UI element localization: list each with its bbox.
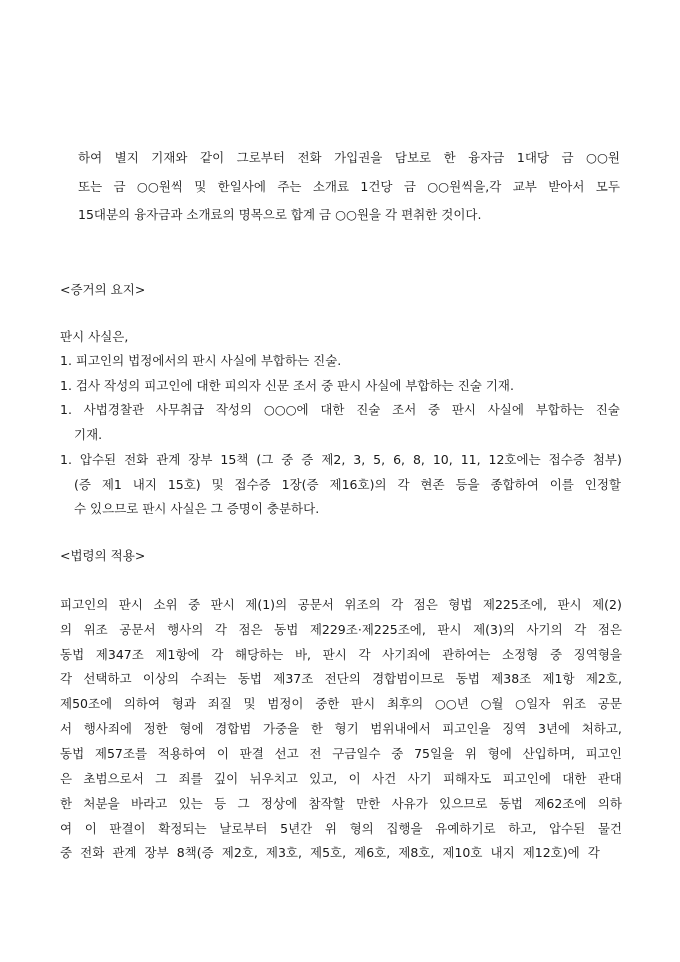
word: 판시 — [557, 597, 582, 612]
word: 금 — [403, 179, 416, 194]
word: 피고인을 — [442, 721, 491, 736]
law-line-8 — [60, 771, 622, 787]
word: 전단의 — [324, 671, 361, 686]
word: 그로부터 — [236, 150, 285, 165]
word: 제(2) — [592, 597, 622, 612]
word: 제38조 — [491, 671, 532, 686]
word: 제(1)의 — [245, 597, 288, 612]
word: 처하고, — [581, 721, 622, 736]
law-line-3 — [60, 647, 622, 663]
word: 정상에 — [260, 796, 298, 811]
word: 피고인 — [585, 746, 622, 761]
word: 제16호)의 — [329, 477, 387, 492]
word: 11, — [460, 452, 481, 467]
word: 판시 — [322, 647, 347, 662]
word: 그 — [237, 796, 250, 811]
word: 각 — [211, 647, 224, 662]
word: 내지 — [490, 845, 515, 860]
word: 이 — [84, 821, 97, 836]
word: 진술 — [595, 402, 620, 417]
word: 피고인에 — [502, 771, 551, 786]
word: 피해자도 — [442, 771, 492, 786]
word: 형법 — [448, 597, 473, 612]
word: 제50조에 — [60, 696, 113, 711]
word: ○○원 — [586, 150, 620, 165]
law-line-1 — [60, 597, 622, 613]
word: 소개료 — [312, 179, 350, 194]
word: 이 — [216, 746, 229, 761]
word: ○일자 — [515, 696, 551, 711]
word: 산입하며, — [522, 746, 575, 761]
word: 장부 — [144, 845, 169, 860]
word: 교부 — [512, 179, 537, 194]
word: 사법경찰관 — [83, 402, 145, 417]
word: 3년에 — [537, 721, 571, 736]
word: 소정형 — [502, 647, 539, 662]
word: 전화 — [80, 845, 105, 860]
word: 작성의 — [215, 402, 253, 417]
word: 사무취급 — [155, 402, 205, 417]
word: 제1항에 — [155, 647, 200, 662]
word: ○월 — [480, 696, 504, 711]
word: 피고인의 — [60, 597, 109, 612]
word: 판결이 — [109, 821, 146, 836]
word: 제5호, — [310, 845, 347, 860]
word: 죄질 — [207, 696, 232, 711]
word: 제8호, — [398, 845, 435, 860]
law-line-5 — [60, 696, 622, 712]
word: ○○원씩 — [136, 179, 183, 194]
word: 관대 — [597, 771, 622, 786]
word: 각 — [397, 477, 410, 492]
word: 범정이 — [267, 696, 304, 711]
word: 등을 — [455, 477, 480, 492]
word: 행사의 — [167, 622, 204, 637]
word: 8, — [412, 452, 425, 467]
word: 받아서 — [548, 179, 585, 194]
word: 징역 — [502, 721, 527, 736]
word: 적용하여 — [157, 746, 207, 761]
word: 그 — [155, 771, 168, 786]
word: 1건당 — [360, 179, 393, 194]
word: 의 — [60, 622, 73, 637]
word: 확정되는 — [158, 821, 207, 836]
law-line-2 — [60, 622, 622, 638]
word: 은 — [60, 771, 73, 786]
word: 장부 — [188, 452, 213, 467]
word: 형과 — [171, 696, 196, 711]
word: 한일사에 — [217, 179, 266, 194]
word: 점은 — [597, 622, 622, 637]
word: 제6호, — [354, 845, 391, 860]
word: 동법 — [455, 671, 480, 686]
word: 중 — [281, 452, 294, 467]
evidence-item-3-cont: 기재. — [74, 427, 103, 442]
word: 중한 — [315, 696, 340, 711]
word: 제62조에 — [534, 796, 587, 811]
word: 사건 — [372, 771, 397, 786]
word: 제2호, — [585, 671, 622, 686]
word: 깊이 — [214, 771, 239, 786]
word: 제2, — [321, 452, 346, 467]
word: 동법 — [237, 671, 263, 686]
word: 점은 — [413, 597, 438, 612]
word: 10, — [432, 452, 453, 467]
word: 금 — [113, 179, 126, 194]
word: 3, — [353, 452, 366, 467]
word: 선택하고 — [83, 671, 132, 686]
word: 같이 — [200, 150, 225, 165]
word: 형에 — [487, 746, 512, 761]
word: 위 — [464, 746, 477, 761]
word: 각 — [60, 671, 73, 686]
word: 집행을 — [386, 821, 423, 836]
word: 관계 — [112, 845, 137, 860]
word: 융자금 — [468, 150, 505, 165]
word: 의하 — [597, 796, 622, 811]
word: 한 — [443, 150, 456, 165]
word: 가중을 — [262, 721, 300, 736]
word: 제12호)에 — [522, 845, 580, 860]
word: 사유가 — [391, 796, 428, 811]
word: 동법 — [60, 746, 85, 761]
word: 한 — [310, 721, 323, 736]
word: 조서 — [392, 402, 417, 417]
word: 판시 — [451, 402, 476, 417]
intro-line-1 — [78, 150, 620, 166]
word: 및 — [194, 179, 207, 194]
law-line-10 — [60, 821, 622, 837]
word: 서 — [60, 721, 73, 736]
word: 판시 — [351, 696, 376, 711]
word: 판시 — [118, 597, 143, 612]
word: 담보로 — [394, 150, 432, 165]
word: 제225조에, — [482, 597, 547, 612]
evidence-item-4-cont-1 — [74, 477, 621, 493]
word: 경합범 — [215, 721, 252, 736]
word: 만한 — [356, 796, 381, 811]
word: 공문서 — [297, 597, 334, 612]
word: 중 — [188, 597, 201, 612]
word: 각 — [214, 622, 227, 637]
word: 등 — [214, 796, 227, 811]
word: 공문서 — [119, 622, 156, 637]
word: 제(3)의 — [473, 622, 515, 637]
evidence-item-3 — [60, 402, 620, 418]
law-line-4 — [60, 671, 622, 687]
word: 행사죄에 — [83, 721, 132, 736]
word: 8책(증 — [176, 845, 214, 860]
word: 부합하는 — [535, 402, 584, 417]
word: 사기 — [407, 771, 432, 786]
word: 뉘우치고 — [249, 771, 298, 786]
word: 관하여는 — [442, 647, 491, 662]
word: 압수된 — [548, 821, 586, 836]
word: 중 — [428, 402, 441, 417]
word: 소위 — [153, 597, 178, 612]
word: 및 — [243, 696, 256, 711]
word: 사기의 — [526, 622, 563, 637]
word: 형의 — [349, 821, 374, 836]
word: 제229조·제225조에, — [309, 622, 426, 637]
word: 징역형을 — [573, 647, 622, 662]
evidence-heading: <증거의 요지> — [60, 282, 146, 297]
word: 있으므로 — [439, 796, 488, 811]
word: (증 — [74, 477, 91, 492]
word: 의하여 — [123, 696, 161, 711]
word: 하여 — [78, 150, 103, 165]
word: 전화 — [297, 150, 322, 165]
word: 판시 — [437, 622, 462, 637]
word: 기재와 — [151, 150, 188, 165]
word: 각 — [574, 622, 587, 637]
word: 제347조 — [95, 647, 144, 662]
word: 이를 — [549, 477, 574, 492]
word: 수죄는 — [190, 671, 227, 686]
word: 위조의 — [344, 597, 381, 612]
word: 인정할 — [584, 477, 621, 492]
word: 주는 — [277, 179, 302, 194]
word: 위조 — [83, 622, 108, 637]
word: 각 — [391, 597, 404, 612]
word: 위 — [324, 821, 337, 836]
word: 제10호 — [442, 845, 483, 860]
evidence-item-4-cont-2: 수 있으므로 판시 사실은 그 증명이 충분하다. — [74, 501, 320, 516]
word: 대한 — [562, 771, 587, 786]
word: 참작할 — [308, 796, 345, 811]
word: 종합하여 — [490, 477, 539, 492]
word: 1대당 — [516, 150, 549, 165]
word: 각 — [587, 845, 600, 860]
intro-line-3: 15대분의 융자금과 소개료의 명목으로 합계 금 ○○원을 각 편취한 것이다. — [78, 207, 482, 222]
word: 가입권을 — [334, 150, 383, 165]
word: 공문 — [597, 696, 622, 711]
word: 유예하기로 — [435, 821, 496, 836]
word: 현존 — [420, 477, 445, 492]
word: 15호) — [167, 477, 201, 492]
evidence-lead: 판시 사실은, — [60, 329, 129, 344]
word: 제3호, — [265, 845, 302, 860]
word: 1. — [60, 402, 72, 417]
word: 동법 — [498, 796, 523, 811]
word: 형에 — [179, 721, 204, 736]
word: 중 — [391, 746, 404, 761]
word: 바라고 — [131, 796, 168, 811]
word: 5, — [373, 452, 386, 467]
word: 초범으로서 — [83, 771, 144, 786]
word: 해당하는 — [235, 647, 284, 662]
word: 있고, — [309, 771, 338, 786]
word: 제1 — [101, 477, 122, 492]
word: 15책 — [220, 452, 249, 467]
word: 판결 — [239, 746, 264, 761]
word: 별지 — [114, 150, 139, 165]
evidence-item-1: 1. 피고인의 법정에서의 판시 사실에 부합하는 진술. — [60, 353, 342, 368]
word: 제1항 — [542, 671, 575, 686]
word: 사실에 — [487, 402, 524, 417]
word: 1장(증 — [281, 477, 319, 492]
word: 압수된 — [79, 452, 117, 467]
word: 선고 — [274, 746, 299, 761]
word: 증 — [301, 452, 314, 467]
evidence-item-4 — [60, 452, 622, 468]
word: 날로부터 — [219, 821, 268, 836]
word: 최후의 — [386, 696, 424, 711]
word: 이 — [348, 771, 361, 786]
word: 1. — [60, 452, 72, 467]
word: 5년간 — [280, 821, 313, 836]
word: 물건 — [597, 821, 622, 836]
word: 있는 — [178, 796, 203, 811]
word: 사기죄에 — [382, 647, 431, 662]
word: 또는 — [78, 179, 103, 194]
word: 정한 — [143, 721, 168, 736]
word: 대한 — [320, 402, 345, 417]
law-line-6 — [60, 721, 622, 737]
word: 접수증 — [234, 477, 271, 492]
word: 한 — [60, 796, 73, 811]
word: 바, — [294, 647, 312, 662]
word: 죄를 — [178, 771, 203, 786]
word: 진술 — [356, 402, 381, 417]
word: 점은 — [238, 622, 263, 637]
law-heading: <법령의 적용> — [60, 548, 146, 563]
word: 내지 — [132, 477, 157, 492]
word: 관계 — [156, 452, 181, 467]
word: 경합범이므로 — [372, 671, 445, 686]
law-line-11 — [60, 845, 600, 861]
word: 동법 — [60, 647, 85, 662]
word: 제2호, — [221, 845, 258, 860]
word: ○○원씩을,각 — [427, 179, 502, 194]
word: 중 — [549, 647, 563, 662]
word: 첨부) — [592, 452, 622, 467]
word: 6, — [393, 452, 405, 467]
word: 금 — [561, 150, 574, 165]
word: 하고, — [508, 821, 537, 836]
intro-line-2 — [78, 179, 620, 195]
word: 동법 — [274, 622, 299, 637]
word: 각 — [358, 647, 371, 662]
word: 구금일수 — [332, 746, 381, 761]
word: 및 — [211, 477, 224, 492]
word: 75일을 — [414, 746, 455, 761]
word: 제37조 — [273, 671, 314, 686]
word: 전화 — [124, 452, 149, 467]
word: (그 — [256, 452, 274, 467]
word: 처분을 — [83, 796, 120, 811]
word: 범위내에서 — [370, 721, 431, 736]
evidence-item-2: 1. 검사 작성의 피고인에 대한 피의자 신문 조서 중 판시 사실에 부합하는 진술 기재. — [60, 378, 514, 393]
word: 위조 — [561, 696, 587, 711]
word: 중 — [60, 845, 73, 860]
word: 12호에는 — [488, 452, 541, 467]
word: 이상의 — [142, 671, 180, 686]
word: 제57조를 — [94, 746, 148, 761]
word: 여 — [60, 821, 73, 836]
word: ○○년 — [434, 696, 469, 711]
word: 모두 — [595, 179, 620, 194]
law-line-9 — [60, 796, 622, 812]
word: ○○○에 — [263, 402, 309, 417]
word: 접수증 — [548, 452, 585, 467]
law-line-7 — [60, 746, 622, 762]
word: 형기 — [334, 721, 359, 736]
word: 전 — [309, 746, 322, 761]
word: 판시 — [210, 597, 235, 612]
